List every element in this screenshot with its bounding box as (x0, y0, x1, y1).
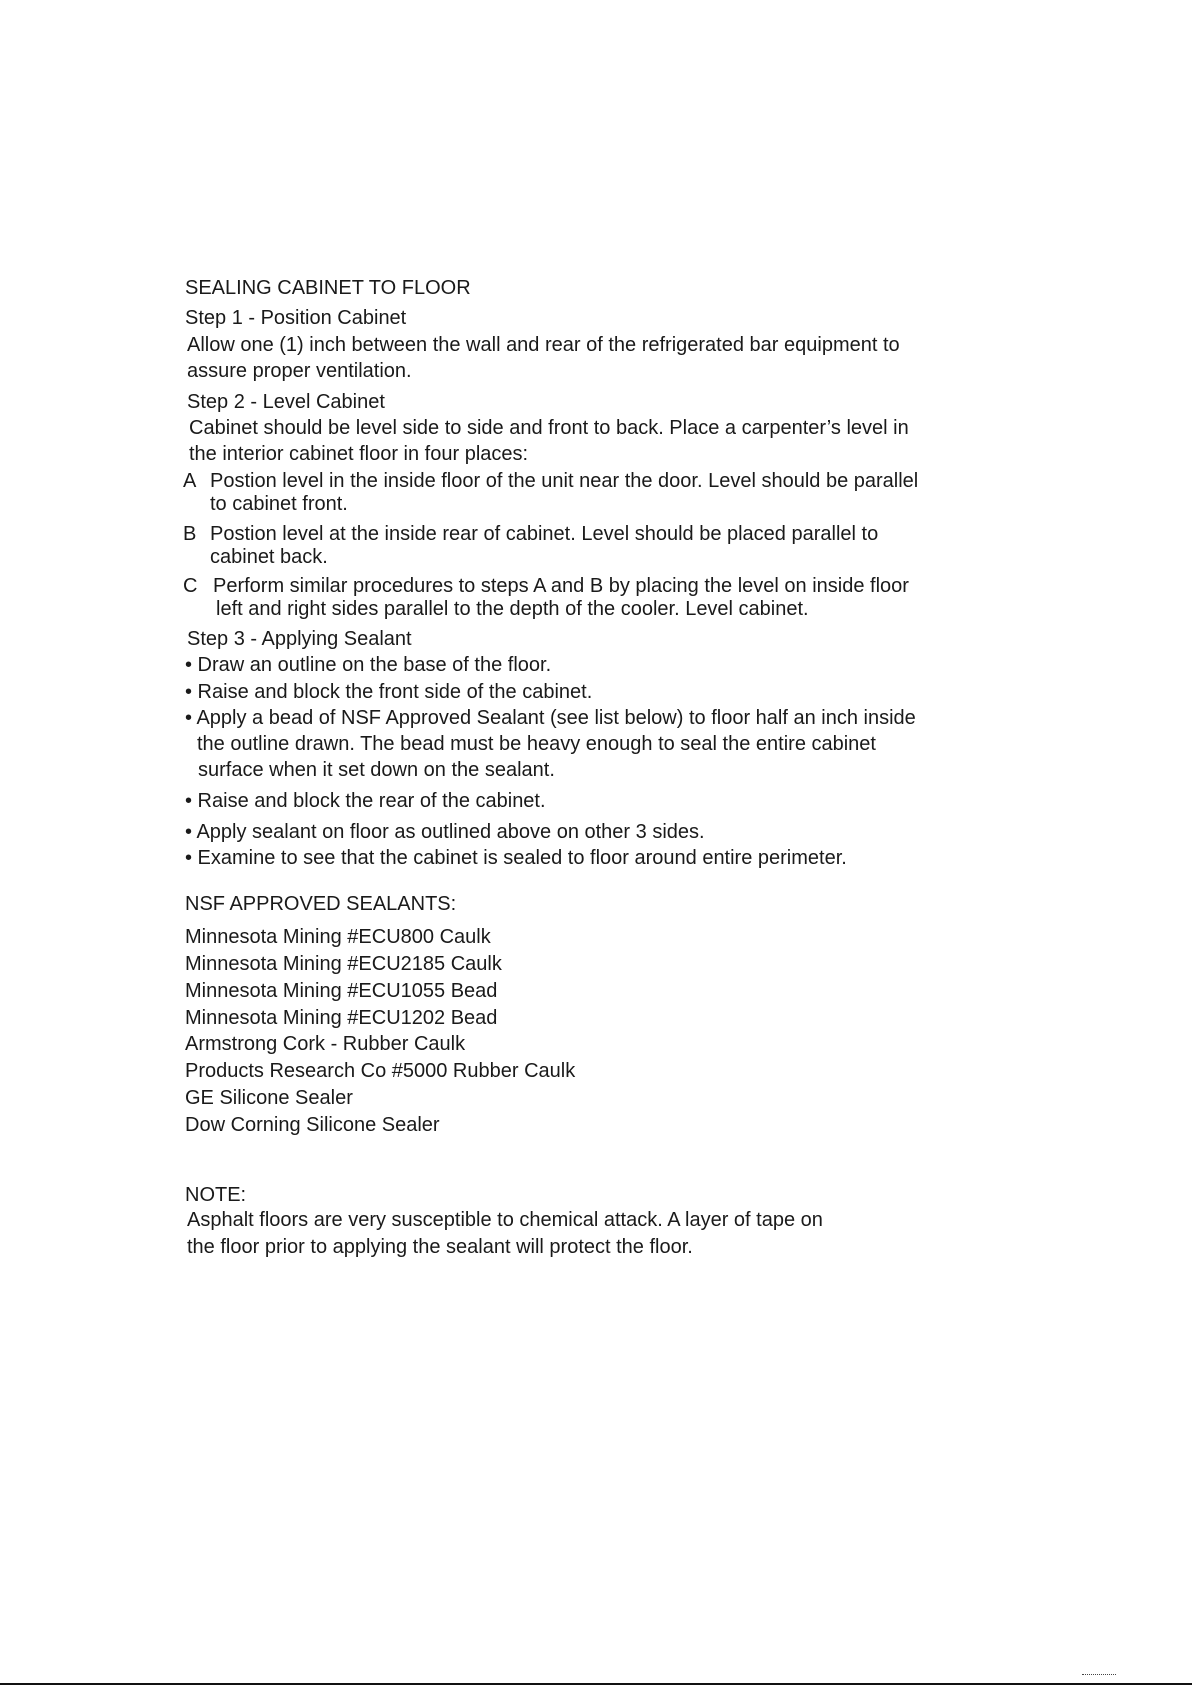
step3-heading: Step 3 - Applying Sealant (187, 628, 412, 650)
step1-text-line: Allow one (1) inch between the wall and rear of the refrigerated bar equipment to (187, 334, 900, 356)
sealants-heading: NSF APPROVED SEALANTS: (185, 893, 457, 915)
step3-bullet: • Draw an outline on the base of the floor. (185, 654, 552, 676)
step2-item-letter: C (183, 575, 198, 597)
sealant-item: GE Silicone Sealer (185, 1087, 353, 1109)
step3-bullet-continuation: the outline drawn. The bead must be heavy enough to seal the entire cabinet (197, 733, 876, 755)
step3-bullet: • Raise and block the front side of the cabinet. (185, 681, 593, 703)
scan-corner-mark (1082, 1674, 1116, 1678)
sealant-item: Products Research Co #5000 Rubber Caulk (185, 1060, 576, 1082)
note-text-line: Asphalt floors are very susceptible to chemical attack. A layer of tape on (187, 1209, 823, 1231)
sealant-item: Dow Corning Silicone Sealer (185, 1114, 440, 1136)
step2-heading: Step 2 - Level Cabinet (187, 391, 385, 413)
step3-bullet: • Examine to see that the cabinet is sealed to floor around entire perimeter. (185, 847, 847, 869)
step2-item-text: cabinet back. (210, 546, 328, 568)
note-heading: NOTE: (185, 1184, 247, 1206)
step3-bullet: • Raise and block the rear of the cabinet. (185, 790, 546, 812)
step2-text-line: the interior cabinet floor in four places: (189, 443, 529, 465)
step2-item-letter: A (183, 470, 197, 492)
sealant-item: Minnesota Mining #ECU1055 Bead (185, 980, 498, 1002)
sealant-item: Armstrong Cork - Rubber Caulk (185, 1033, 466, 1055)
step2-item-text: Postion level at the inside rear of cabinet. Level should be placed parallel to (210, 523, 879, 545)
step2-item-text: Perform similar procedures to steps A and B by placing the level on inside floor (213, 575, 909, 597)
sealant-item: Minnesota Mining #ECU800 Caulk (185, 926, 491, 948)
step2-text-line: Cabinet should be level side to side and front to back. Place a carpenter’s level in (189, 417, 909, 439)
step1-heading: Step 1 - Position Cabinet (185, 307, 407, 329)
sealant-item: Minnesota Mining #ECU1202 Bead (185, 1007, 498, 1029)
step2-item-text: left and right sides parallel to the depth of the cooler. Level cabinet. (216, 598, 809, 620)
sealant-item: Minnesota Mining #ECU2185 Caulk (185, 953, 502, 975)
step3-bullet-continuation: surface when it set down on the sealant. (198, 759, 555, 781)
step3-bullet: • Apply a bead of NSF Approved Sealant (see list below) to floor half an inch inside (185, 707, 916, 729)
step2-item-text: to cabinet front. (210, 493, 348, 515)
note-text-line: the floor prior to applying the sealant will protect the floor. (187, 1236, 693, 1258)
step3-bullet: • Apply sealant on floor as outlined above on other 3 sides. (185, 821, 705, 843)
page-title: SEALING CABINET TO FLOOR (185, 277, 471, 299)
step1-text-line: assure proper ventilation. (187, 360, 412, 382)
step2-item-letter: B (183, 523, 197, 545)
step2-item-text: Postion level in the inside floor of the unit near the door. Level should be parallel (210, 470, 919, 492)
